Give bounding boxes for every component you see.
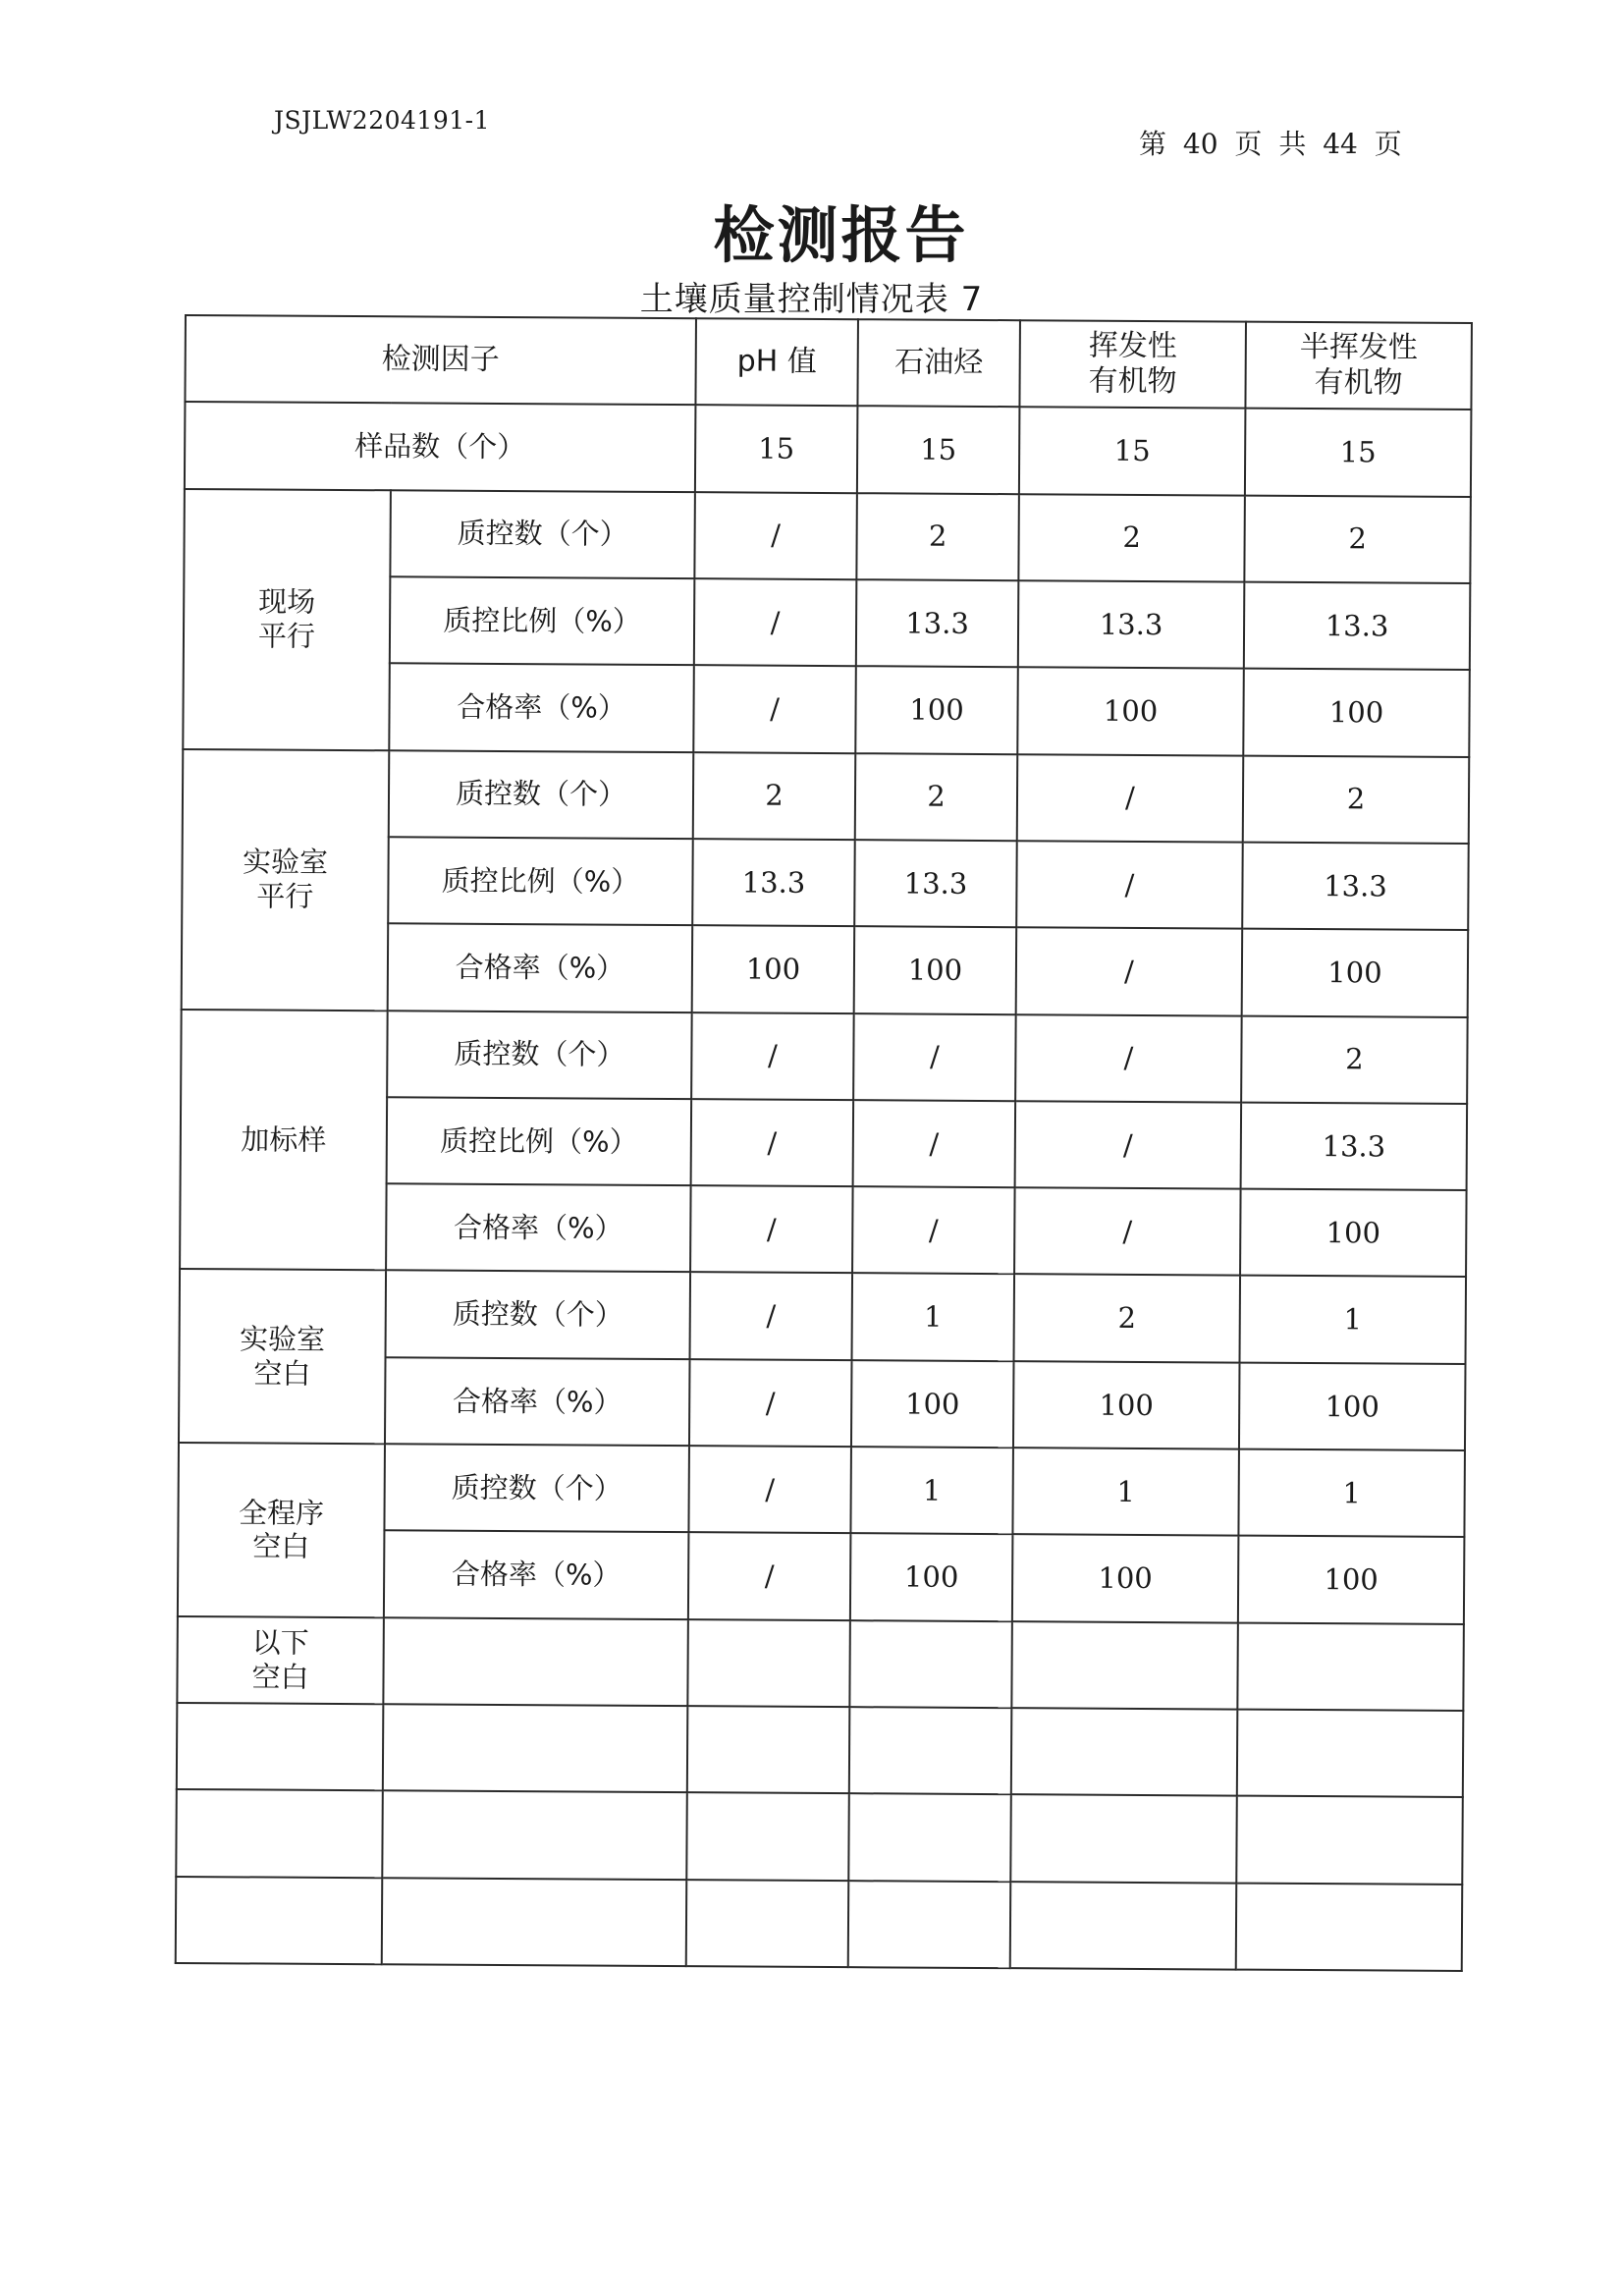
table-cell: /	[1015, 1014, 1242, 1103]
empty-cell	[848, 1793, 1011, 1881]
table-cell: 13.3	[692, 839, 855, 926]
table-cell: 2	[1018, 494, 1245, 582]
empty-cell	[1011, 1708, 1238, 1796]
row-label: 合格率（%）	[385, 1357, 690, 1446]
document-code: JSJLW2204191-1	[274, 106, 490, 135]
table-cell: /	[690, 1273, 853, 1360]
row-label: 合格率（%）	[384, 1531, 689, 1619]
table-title: 土壤质量控制情况表 7	[639, 280, 984, 319]
table-cell: /	[691, 1099, 854, 1186]
sample-count-row	[185, 402, 1472, 496]
table-cell: 2	[855, 753, 1018, 841]
table-cell: 1	[1240, 1276, 1467, 1364]
table-cell: 2	[1014, 1275, 1241, 1363]
table-cell: /	[1017, 754, 1244, 843]
table-cell: 13.3	[1241, 1102, 1468, 1190]
table-cell: 100	[1238, 1536, 1465, 1624]
table-cell: 13.3	[856, 579, 1019, 667]
report-title: 检测报告	[713, 199, 969, 271]
table-cell: 13.3	[1018, 580, 1245, 669]
row-label: 质控数（个）	[390, 490, 695, 578]
row-label: 质控比例（%）	[390, 576, 695, 665]
table-cell: 1	[850, 1447, 1013, 1534]
quality-control-table	[175, 314, 1473, 1972]
empty-cell	[383, 1617, 688, 1706]
empty-cell	[686, 1880, 849, 1967]
column-header-ph: pH 值	[695, 318, 858, 406]
table-cell: /	[853, 1013, 1016, 1101]
row-label: 合格率（%）	[389, 664, 694, 752]
table-row	[180, 1269, 1467, 1363]
table-cell: 13.3	[1244, 582, 1471, 671]
table-row	[178, 1443, 1465, 1537]
table-cell: 1	[1238, 1449, 1465, 1538]
table-cell: /	[1016, 927, 1243, 1015]
table-cell: 100	[692, 925, 855, 1012]
table-cell: 2	[1244, 495, 1471, 583]
row-label: 质控数（个）	[384, 1444, 689, 1532]
group-label-field-parallel: 现场 平行	[183, 489, 391, 750]
table-row	[184, 489, 1471, 583]
table-cell: /	[689, 1359, 852, 1447]
column-header-petroleum-hydrocarbon: 石油烃	[857, 319, 1020, 407]
group-label-lab-blank: 实验室 空白	[179, 1269, 386, 1444]
row-label: 合格率（%）	[386, 1183, 691, 1272]
table-cell: /	[690, 1185, 853, 1273]
table-cell: 100	[1239, 1362, 1466, 1450]
table-cell: /	[691, 1012, 854, 1100]
table-cell: 13.3	[1242, 842, 1469, 930]
empty-cell	[687, 1706, 850, 1793]
column-header-vocs: 挥发性 有机物	[1019, 320, 1246, 409]
table-cell: /	[853, 1100, 1016, 1187]
empty-cell	[687, 1619, 850, 1707]
row-label: 合格率（%）	[388, 923, 693, 1011]
table-cell: 100	[1243, 669, 1470, 757]
blank-row	[177, 1703, 1464, 1797]
sample-count-label: 样品数（个）	[185, 402, 696, 491]
table-cell: 100	[851, 1360, 1014, 1448]
page-number: 第 40 页 共 44 页	[1139, 128, 1402, 160]
table-cell: /	[693, 665, 856, 752]
empty-cell	[1010, 1882, 1237, 1970]
empty-cell	[383, 1704, 688, 1792]
table-cell: 100	[854, 926, 1017, 1013]
empty-cell	[1236, 1796, 1463, 1885]
table-cell: 1	[852, 1274, 1015, 1361]
row-label: 质控数（个）	[387, 1011, 692, 1099]
table-cell: 2	[1241, 1015, 1468, 1104]
empty-cell	[1010, 1794, 1237, 1883]
sample-count-cell: 15	[1245, 409, 1472, 497]
table-cell: 100	[1012, 1535, 1239, 1623]
table-row	[183, 749, 1470, 844]
empty-cell	[382, 1878, 687, 1966]
empty-cell	[1236, 1883, 1463, 1971]
row-label: 质控比例（%）	[387, 1097, 692, 1185]
table-row	[181, 1009, 1468, 1103]
table-cell: 2	[693, 752, 856, 840]
row-label: 质控比例（%）	[388, 837, 693, 925]
empty-cell	[382, 1791, 687, 1880]
empty-cell	[1237, 1622, 1464, 1711]
table-cell: 1	[1012, 1448, 1239, 1536]
blank-row	[176, 1877, 1463, 1971]
factor-header-cell: 检测因子	[185, 315, 696, 405]
group-label-lab-parallel: 实验室 平行	[182, 749, 390, 1011]
empty-cell	[1237, 1710, 1464, 1798]
table-cell: 100	[855, 666, 1018, 753]
empty-cell	[176, 1789, 383, 1878]
table-cell: 100	[1242, 929, 1469, 1017]
table-cell: 100	[1240, 1189, 1467, 1278]
row-label: 质控数（个）	[389, 750, 694, 839]
column-header-svocs: 半挥发性 有机物	[1245, 322, 1472, 410]
sample-count-cell: 15	[857, 407, 1020, 494]
table-cell: 2	[1243, 755, 1470, 844]
group-label-spiked-sample: 加标样	[180, 1009, 388, 1270]
quality-control-table-container	[175, 314, 1471, 1972]
empty-cell	[849, 1707, 1012, 1794]
table-cell: 2	[856, 493, 1019, 580]
blank-row	[177, 1616, 1464, 1711]
table-cell: /	[694, 578, 857, 666]
table-cell: 100	[850, 1534, 1013, 1621]
table-cell: /	[688, 1533, 851, 1620]
table-cell: /	[852, 1186, 1015, 1274]
row-label: 质控数（个）	[386, 1271, 691, 1359]
empty-cell	[686, 1792, 849, 1880]
table-cell: 13.3	[854, 840, 1017, 927]
sample-count-cell: 15	[1019, 408, 1246, 496]
table-cell: /	[694, 492, 857, 579]
table-cell: 100	[1013, 1361, 1240, 1449]
blank-row	[176, 1789, 1463, 1884]
table-cell: /	[1016, 841, 1243, 929]
empty-cell	[848, 1881, 1011, 1968]
empty-cell	[849, 1620, 1012, 1708]
empty-cell	[176, 1877, 383, 1965]
blank-below-label: 以下 空白	[177, 1616, 384, 1705]
table-cell: 100	[1017, 667, 1244, 755]
table-cell: /	[1015, 1101, 1242, 1189]
empty-cell	[1011, 1621, 1238, 1710]
empty-cell	[177, 1703, 384, 1791]
table-cell: /	[1014, 1187, 1241, 1276]
table-cell: /	[688, 1446, 851, 1533]
group-label-full-procedure-blank: 全程序 空白	[178, 1443, 385, 1617]
sample-count-cell: 15	[695, 405, 858, 492]
table-header-row	[185, 315, 1472, 410]
